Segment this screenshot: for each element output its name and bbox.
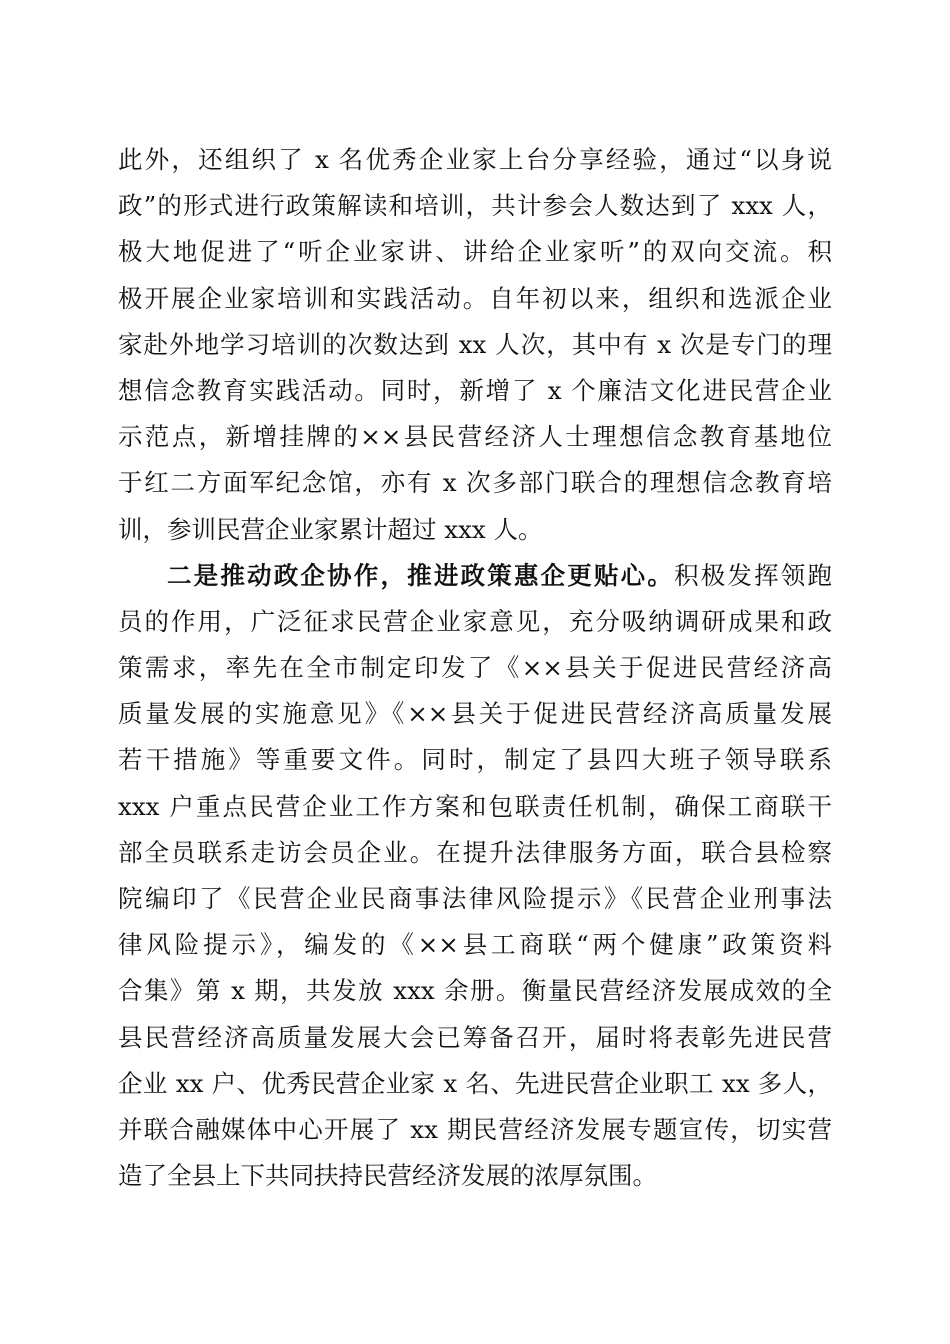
paragraph-1-line-5: 家赴外地学习培训的次数达到 xx 人次，其中有 x 次是专门的理 xyxy=(118,329,832,359)
paragraph-2-line-8: 院编印了《民营企业民商事法律风险提示》《民营企业刑事法 xyxy=(118,884,832,913)
paragraph-1 xyxy=(118,137,832,553)
paragraph-2-line-11: 县民营经济高质量发展大会已筹备召开，届时将表彰先进民营 xyxy=(118,1022,832,1052)
paragraph-1-line-6: 想信念教育实践活动。同时，新增了 x 个廉洁文化进民营企业 xyxy=(118,375,832,405)
paragraph-2-line-13: 并联合融媒体中心开展了 xx 期民营经济发展专题宣传，切实营 xyxy=(118,1114,832,1144)
paragraph-2-line-5: 若干措施》等重要文件。同时，制定了县四大班子领导联系 xyxy=(118,745,832,775)
paragraph-2-line-12: 企业 xx 户、优秀民营企业家 x 名、先进民营企业职工 xx 多人， xyxy=(118,1068,832,1098)
paragraph-1-line-9: 训，参训民营企业家累计超过 xxx 人。 xyxy=(118,514,543,544)
paragraph-2-line-7: 部全员联系走访会员企业。在提升法律服务方面，联合县检察 xyxy=(118,837,832,867)
paragraph-2-line-1 xyxy=(118,553,832,599)
paragraph-2 xyxy=(118,553,832,1200)
paragraph-1-line-4: 极开展企业家培训和实践活动。自年初以来，组织和选派企业 xyxy=(118,283,832,313)
paragraph-2-line-14: 造了全县上下共同扶持民营经济发展的浓厚氛围。 xyxy=(118,1161,657,1191)
paragraph-2-line-4: 质量发展的实施意见》《××县关于促进民营经济高质量发展 xyxy=(118,699,832,729)
paragraph-2-line-10: 合集》第 x 期，共发放 xxx 余册。衡量民营经济发展成效的全 xyxy=(118,976,832,1006)
paragraph-1-line-8: 于红二方面军纪念馆，亦有 x 次多部门联合的理想信念教育培 xyxy=(118,468,832,498)
paragraph-2-line-9: 律风险提示》，编发的《××县工商联“两个健康”政策资料 xyxy=(118,930,832,960)
document-body xyxy=(118,137,832,1199)
paragraph-1-line-3: 极大地促进了“听企业家讲、讲给企业家听”的双向交流。积 xyxy=(118,237,832,267)
paragraph-1-line-2: 政”的形式进行政策解读和培训，共计参会人数达到了 xxx 人， xyxy=(118,191,832,221)
paragraph-2-line-2: 员的作用，广泛征求民营企业家意见，充分吸纳调研成果和政 xyxy=(118,606,832,636)
paragraph-1-line-1: 此外，还组织了 x 名优秀企业家上台分享经验，通过“以身说 xyxy=(118,145,832,174)
paragraph-1-line-7: 示范点，新增挂牌的××县民营经济人士理想信念教育基地位 xyxy=(118,422,832,452)
paragraph-2-lead-heading: 二是推动政企协作，推进政策惠企更贴心。 xyxy=(167,560,675,590)
paragraph-2-line-6: xxx 户重点民营企业工作方案和包联责任机制，确保工商联干 xyxy=(118,791,832,821)
paragraph-2-line-1-rest: 积极发挥领跑 xyxy=(674,560,832,590)
paragraph-2-line-3: 策需求，率先在全市制定印发了《××县关于促进民营经济高 xyxy=(118,653,832,683)
